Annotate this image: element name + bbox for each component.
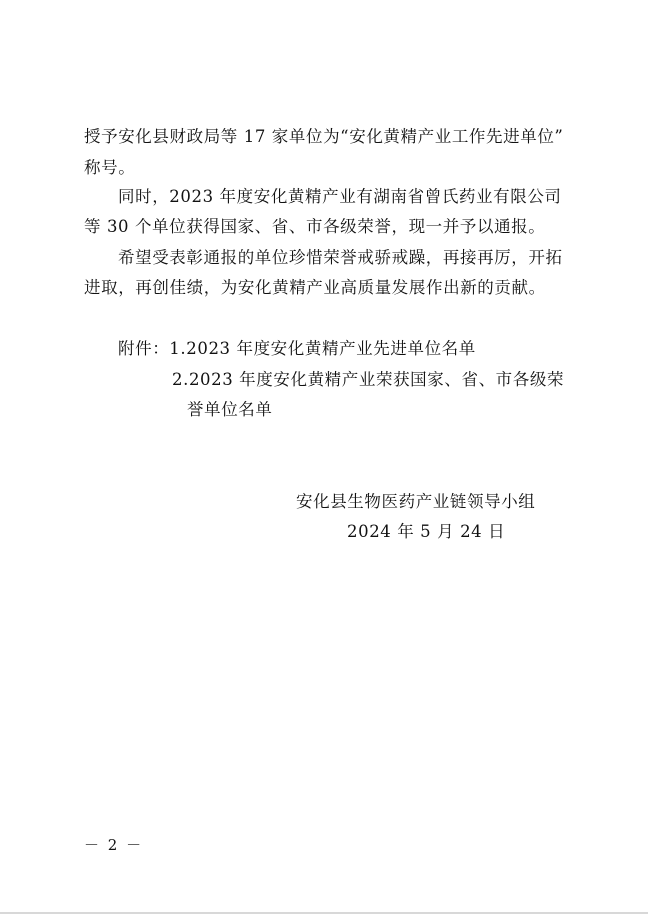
body-text-line: 同时，2023 年度安化黄精产业有湖南省曾氏药业有限公司: [118, 187, 562, 206]
attachment-item-1: 附件：1.2023 年度安化黄精产业先进单位名单: [118, 339, 476, 358]
body-text-line: 希望受表彰通报的单位珍惜荣誉戒骄戒躁，再接再厉，开拓: [118, 248, 563, 267]
body-text-line: 等 30 个单位获得国家、省、市各级荣誉，现一并予以通报。: [84, 217, 546, 236]
page-bottom-divider: [0, 912, 648, 914]
page-number: － 2 －: [84, 836, 144, 854]
body-text-line: 进取，再创佳绩，为安化黄精产业高质量发展作出新的贡献。: [84, 278, 546, 297]
body-text-line: 称号。: [84, 158, 136, 177]
issuing-organization: 安化县生物医药产业链领导小组: [296, 492, 536, 511]
body-text-line: 授予安化县财政局等 17 家单位为“安化黄精产业工作先进单位”: [84, 127, 564, 146]
attachment-item-2: 2.2023 年度安化黄精产业荣获国家、省、市各级荣: [172, 370, 565, 389]
issue-date: 2024 年 5 月 24 日: [347, 522, 506, 541]
attachment-item-2-continued: 誉单位名单: [187, 400, 273, 419]
